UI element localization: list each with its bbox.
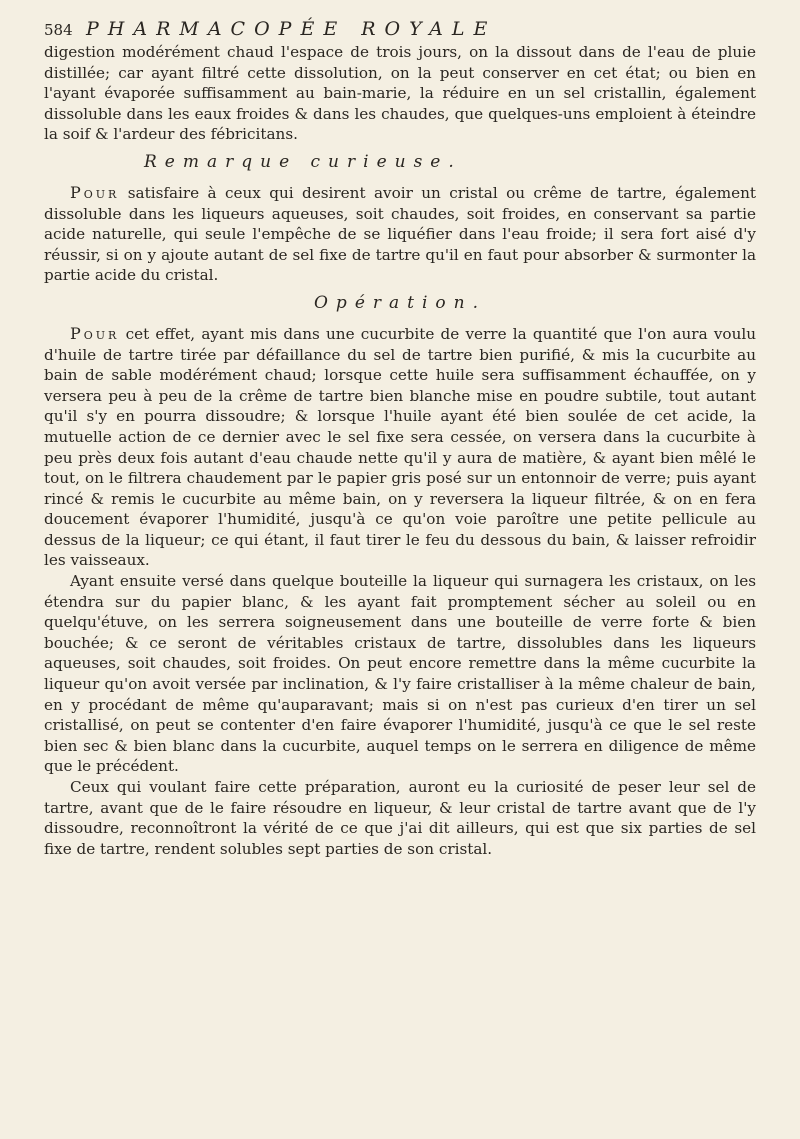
section-heading-operation: Opération. [314, 292, 486, 313]
paragraph-ceux: Ceux qui voulant faire cette préparation, auront eu la curiosité de peser leur sel de tartre, avant que de le faire résoudre en liqueur, & leur cristal de tartre avant que de l'y dissoudre, reconnoîtront la vérité de ce que j'ai dit ailleurs, qui est que six parties de sel fixe de tartre, rendent solubles sept parties de son cristal. [44, 778, 756, 858]
book-page [44, 18, 756, 859]
paragraph-cristaux: Ayant ensuite versé dans quelque bouteille la liqueur qui surnagera les cristaux, on les étendra sur du papier blanc, & les ayant fait promptement sécher au soleil ou en quelqu'étuve, on les serrera soigneusement dans une bouteille de verre forte & bien bouchée; & ce seront de véritables cristaux de tartre, dissolubles dans les liqueurs aqueuses, soit chaudes, soit froides. On peut encore remettre dans la même cucurbite la liqueur qu'on avoit versée par inclination, & l'y faire cristalliser à la même chaleur de bain, en y procédant de même qu'auparavant; mais si on n'est pas curieux d'en tirer un sel cristallisé, on peut se contenter d'en faire évaporer l'humidité, jusqu'à ce que le sel reste bien sec & bien blanc dans la cucurbite, auquel temps on le serrera en diligence de même que le précédent. [44, 572, 756, 776]
lead-word: Pour [70, 323, 120, 343]
paragraph-operation [44, 324, 756, 571]
running-title: PHARMACOPÉE ROYALE [86, 18, 497, 40]
section-heading-remarque: Remarque curieuse. [144, 151, 462, 172]
page-number: 584 [44, 21, 73, 39]
paragraph-digestion: digestion modérément chaud l'espace de trois jours, on la dissout dans de l'eau de pluie distillée; car ayant filtré cette dissolution, on la peut conserver en cet état; ou bien en l'ayant évaporée suffisamment au bain-marie, la réduire en un sel cristallin, également dissoluble dans les eaux froides & dans les chaudes, que quelques-uns emploient à éteindre la soif & l'ardeur des fébricitans. [44, 43, 756, 144]
paragraph-remarque [44, 183, 756, 286]
paragraph-text: cet effet, ayant mis dans une cucurbite de verre la quantité que l'on aura voulu d'huile de tartre tirée par défaillance du sel de tartre bien purifié, & mis la cucurbite au bain de sable modérément chaud; lorsque cette huile sera suffisamment échauffée, on y versera peu à peu de la crême de tartre bien blanche mise en poudre subtile, tout autant qu'il s'y en pourra dissoudre; & lorsque l'huile ayant été bien soulée de cet acide, la mutuelle action de ce dernier avec le sel fixe sera cessée, on versera dans la cucurbite à peu près deux fois autant d'eau chaude nette qu'il y aura de matière, & ayant bien mêlé le tout, on le filtrera chaudement par le papier gris posé sur un entonnoir de verre; puis ayant rincé & remis le cucurbite au même bain, on y reversera la liqueur filtrée, & on en fera doucement évaporer l'humidité, jusqu'à ce qu'on voie paroître une petite pellicule au dessus de la liqueur; ce qui étant, il faut tirer le feu du dessous du bain, & laisser refroidir les vaisseaux. [44, 324, 756, 570]
lead-word: Pour [70, 182, 120, 202]
paragraph-text: satisfaire à ceux qui desirent avoir un cristal ou crême de tartre, également dissoluble dans les liqueurs aqueuses, soit chaudes, soit froides, en conservant sa partie acide naturelle, qui seule l'empêche de se liquéfier dans l'eau froide; il sera fort aisé d'y réussir, si on y ajoute autant de sel fixe de tartre qu'il en faut pour absorber & surmonter la partie acide du cristal. [44, 183, 756, 285]
page-header [44, 18, 756, 42]
